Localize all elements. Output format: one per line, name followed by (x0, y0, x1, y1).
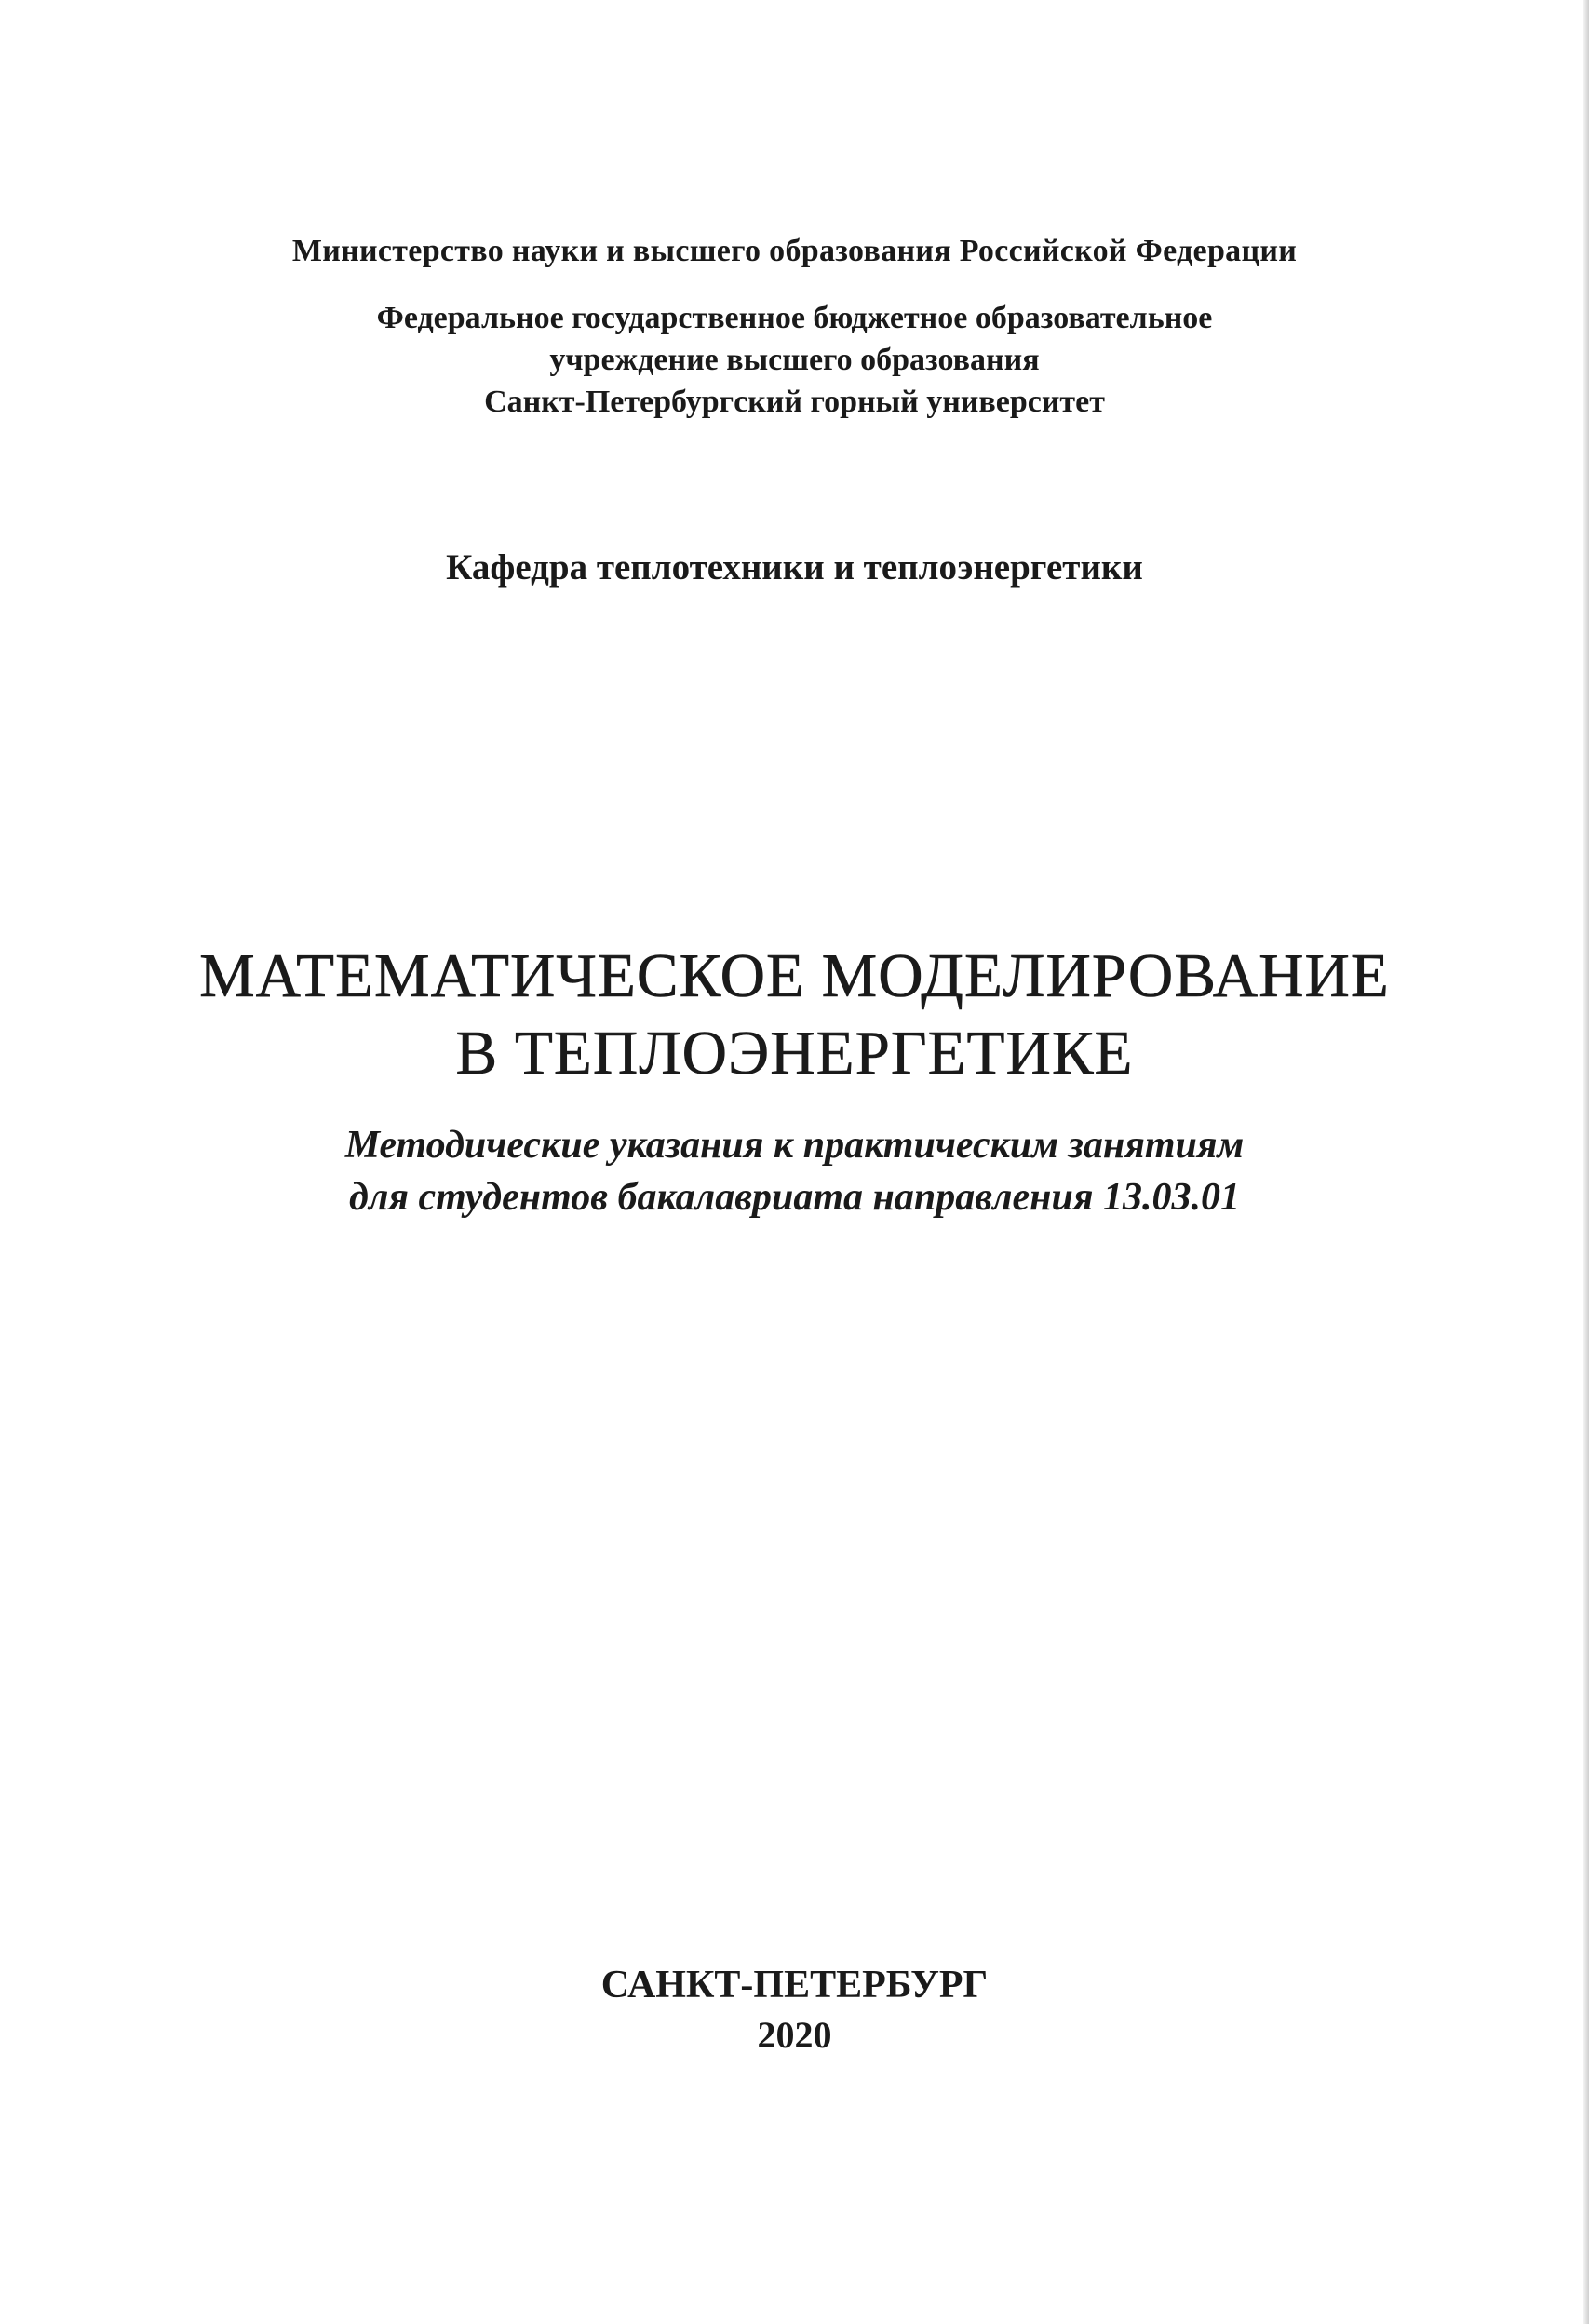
department-name: Кафедра теплотехники и теплоэнергетики (446, 547, 1143, 588)
document-subtitle-line-1: Методические указания к практическим занятиям (344, 1124, 1245, 1167)
institution-line-1: Федеральное государственное бюджетное образовательное (376, 301, 1213, 335)
institution-line-3: Санкт-Петербургский горный университет (484, 385, 1105, 419)
publication-year: 2020 (757, 2014, 832, 2056)
ministry-line: Министерство науки и высшего образования Российской Федерации (291, 234, 1298, 268)
document-title-line-2: В ТЕПЛОЭНЕРГЕТИКЕ (455, 1019, 1134, 1088)
document-title-line-1: МАТЕМАТИЧЕСКОЕ МОДЕЛИРОВАНИЕ (199, 941, 1390, 1010)
publication-city: САНКТ-ПЕТЕРБУРГ (600, 1964, 989, 2006)
institution-line-2: учреждение высшего образования (549, 343, 1040, 377)
document-subtitle-line-2: для студентов бакалавриата направления 13.03.01 (349, 1176, 1240, 1219)
